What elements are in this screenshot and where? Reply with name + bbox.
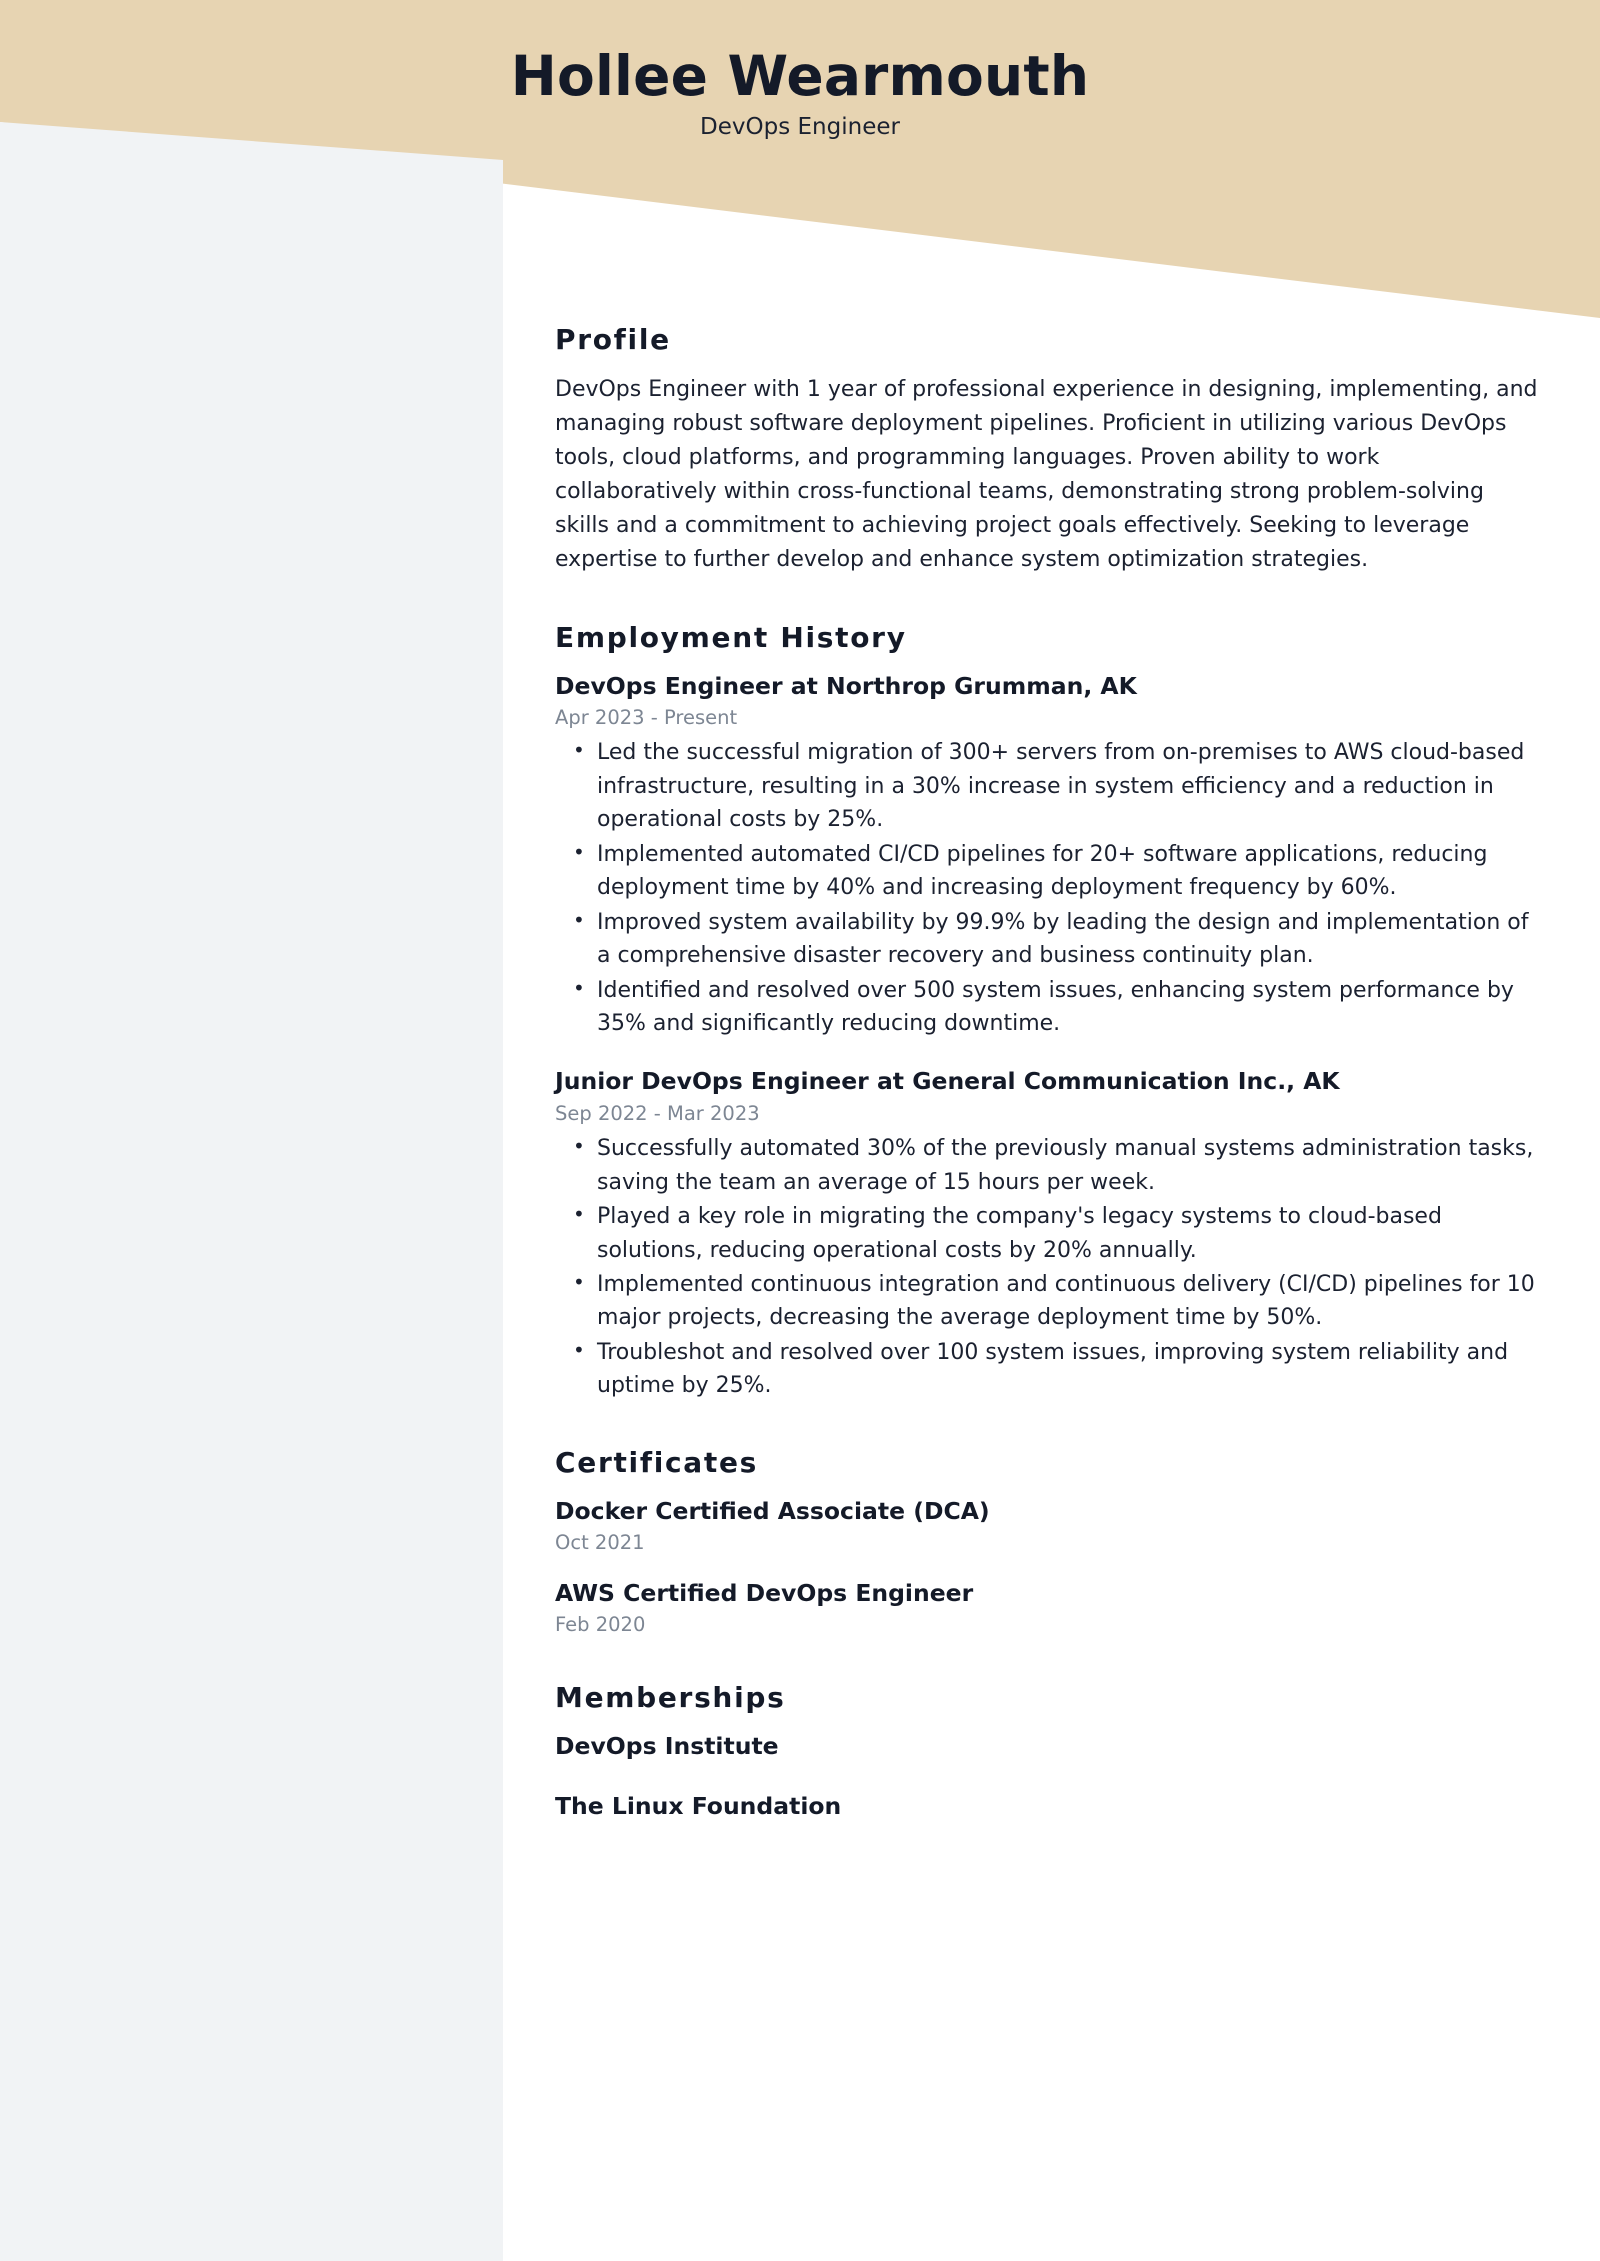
sidebar	[0, 122, 503, 2261]
jobs-list	[555, 671, 1540, 1403]
membership-name: The Linux Foundation	[555, 1792, 842, 1821]
certificates-section	[555, 1445, 1540, 1638]
memberships-heading: Memberships	[555, 1680, 786, 1714]
job-date: Sep 2022 - Mar 2023	[555, 1101, 760, 1125]
certificate-name: Docker Certified Associate (DCA)	[555, 1496, 990, 1525]
job-bullet: • Improved system availability by 99.9% by leading the design and implementation of a comprehensive disaster recovery and business continuity plan.	[597, 906, 1540, 973]
employment-section	[555, 620, 1540, 1403]
job-entry	[555, 671, 1540, 1041]
job-bullet: • Identified and resolved over 500 system issues, enhancing system performance by 35% and significantly reducing downtime.	[597, 974, 1540, 1041]
profile-heading: Profile	[555, 323, 671, 356]
certificate-date: Feb 2020	[555, 1613, 646, 1637]
job-bullet: • Implemented continuous integration and continuous delivery (CI/CD) pipelines for 10 major projects, decreasing the average deployment time by 50%.	[597, 1268, 1540, 1335]
job-entry	[555, 1066, 1540, 1402]
job-bullet: • Troubleshot and resolved over 100 system issues, improving system reliability and uptime by 25%.	[597, 1336, 1540, 1403]
page-title: Hollee Wearmouth	[510, 44, 1090, 108]
certificates-heading: Certificates	[555, 1445, 759, 1479]
certificate-entry	[555, 1496, 1540, 1556]
job-title: Junior DevOps Engineer at General Communication Inc., AK	[555, 1067, 1340, 1096]
memberships-list	[555, 1731, 1540, 1822]
certificates-list	[555, 1496, 1540, 1638]
certificate-entry	[555, 1578, 1540, 1638]
job-bullet: • Successfully automated 30% of the previously manual systems administration tasks, saving the team an average of 15 hours per week.	[597, 1132, 1540, 1199]
job-title-subtitle: DevOps Engineer	[700, 113, 900, 140]
profile-section	[555, 322, 1540, 578]
job-title: DevOps Engineer at Northrop Grumman, AK	[555, 671, 1137, 700]
job-bullet: • Implemented automated CI/CD pipelines for 20+ software applications, reducing deployment time by 40% and increasing deployment frequency by 60%.	[597, 838, 1540, 905]
membership-name: DevOps Institute	[555, 1731, 779, 1760]
main-column	[555, 322, 1540, 1864]
job-bullet-list	[555, 1132, 1540, 1403]
memberships-section	[555, 1680, 1540, 1822]
employment-heading: Employment History	[555, 620, 907, 654]
job-date: Apr 2023 - Present	[555, 706, 738, 730]
job-bullet: • Played a key role in migrating the company's legacy systems to cloud-based solutions, reducing operational costs by 20% annually.	[597, 1200, 1540, 1267]
certificate-date: Oct 2021	[555, 1531, 645, 1555]
profile-text: DevOps Engineer with 1 year of professional experience in designing, implementing, and managing robust software deployment pipelines. Proficient in utilizing various DevOps tools, cloud platforms, and programming languages. Proven ability to work collaboratively within cross-functional teams, demonstrating strong problem-solving skills and a commitment to achieving project goals effectively. Seeking to leverage expertise to further develop and enhance system optimization strategies.	[555, 377, 1538, 573]
job-bullet-list	[555, 736, 1540, 1040]
certificate-name: AWS Certified DevOps Engineer	[555, 1578, 974, 1607]
header-text-group	[0, 0, 1600, 141]
job-bullet: • Led the successful migration of 300+ servers from on-premises to AWS cloud-based infrastructure, resulting in a 30% increase in system efficiency and a reduction in operational costs by 25%.	[597, 736, 1540, 836]
